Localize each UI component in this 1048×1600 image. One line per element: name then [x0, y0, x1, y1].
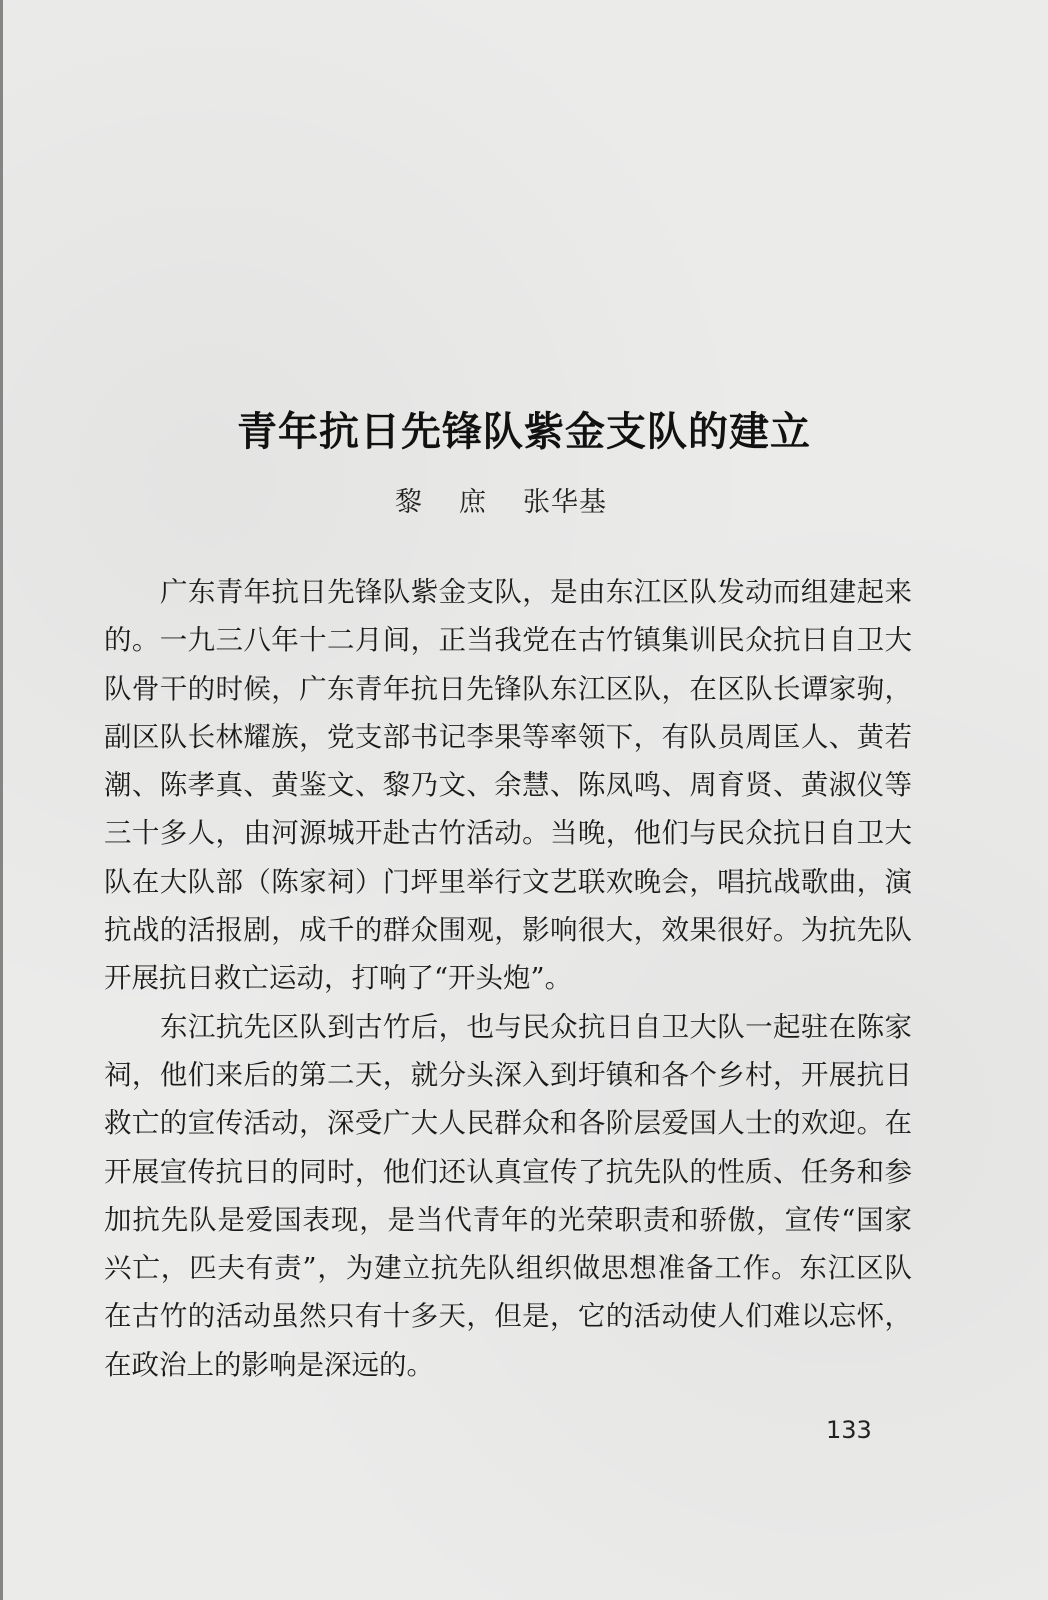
body-paragraph: 广东青年抗日先锋队紫金支队，是由东江区队发动而组建起来的。一九三八年十二月间，正当我党在古竹镇集训民众抗日自卫大队骨干的时候，广东青年抗日先锋队东江区队，在区队长谭家驹，副区队长林耀族，党支部书记李果等率领下，有队员周匡人、黄若潮、陈孝真、黄鉴文、黎乃文、余慧、陈凤鸣、周育贤、黄淑仪等三十多人，由河源城开赴古竹活动。当晚，他们与民众抗日自卫大队在大队部（陈家祠）门坪里举行文艺联欢晚会，唱抗战歌曲，演抗战的活报剧，成千的群众围观，影响很大，效果很好。为抗先队开展抗日救亡运动，打响了“开头炮”。	[104, 576, 912, 995]
author-name: 庶	[459, 487, 487, 518]
article-authors	[395, 480, 607, 519]
page-binding-edge	[0, 0, 3, 1600]
article-body	[104, 568, 912, 1389]
author-name: 张华基	[523, 487, 607, 518]
article-title: 青年抗日先锋队紫金支队的建立	[237, 409, 811, 455]
body-paragraph: 东江抗先区队到古竹后，也与民众抗日自卫大队一起驻在陈家祠，他们来后的第二天，就分头深入到圩镇和各个乡村，开展抗日救亡的宣传活动，深受广大人民群众和各阶层爱国人士的欢迎。在开展宣传抗日的同时，他们还认真宣传了抗先队的性质、任务和参加抗先队是爱国表现，是当代青年的光荣职责和骄傲，宣传“国家兴亡，匹夫有责”，为建立抗先队组织做思想准备工作。东江区队在古竹的活动虽然只有十多天，但是，它的活动使人们难以忘怀，在政治上的影响是深远的。	[104, 1010, 912, 1381]
author-name: 黎	[395, 487, 423, 518]
page-number: 133	[826, 1416, 872, 1444]
